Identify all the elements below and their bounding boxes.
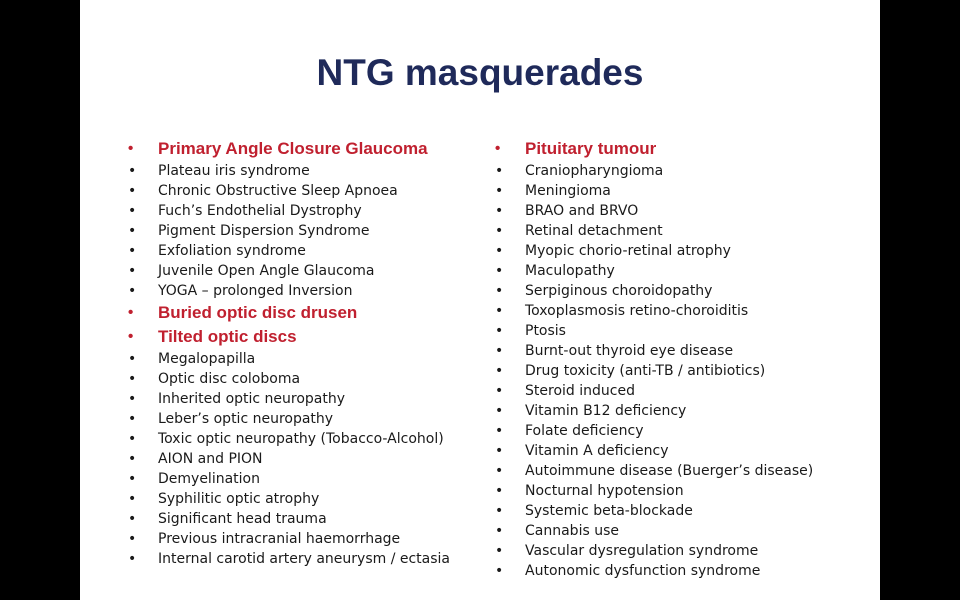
list-item [494, 481, 874, 501]
list-item [127, 241, 487, 261]
list-item-text: Burnt-out thyroid eye disease [525, 343, 734, 359]
list-item [127, 409, 487, 429]
bullet-icon: • [495, 463, 504, 479]
list-item [127, 489, 487, 509]
bullet-icon: • [128, 551, 137, 567]
list-item [127, 549, 487, 569]
list-item [494, 541, 874, 561]
list-item [127, 509, 487, 529]
bullet-icon: • [128, 304, 134, 321]
list-item-text: Cannabis use [525, 523, 619, 539]
list-item-text: YOGA – prolonged Inversion [158, 283, 353, 299]
list-item [494, 281, 874, 301]
bullet-icon: • [128, 283, 137, 299]
bullet-icon: • [495, 503, 504, 519]
bullet-icon: • [495, 423, 504, 439]
section-heading-text: Pituitary tumour [525, 139, 657, 158]
list-item [494, 161, 874, 181]
list-item-text: Optic disc coloboma [158, 371, 301, 387]
list-item-text: Nocturnal hypotension [525, 483, 684, 499]
bullet-icon: • [495, 203, 504, 219]
list-item [494, 421, 874, 441]
list-item [494, 241, 874, 261]
list-item-text: Inherited optic neuropathy [158, 391, 346, 407]
list-item-text: Maculopathy [525, 263, 615, 279]
bullet-icon: • [128, 263, 137, 279]
list-item [127, 261, 487, 281]
bullet-icon: • [128, 223, 137, 239]
list-item [494, 441, 874, 461]
section-heading-text: Primary Angle Closure Glaucoma [158, 139, 428, 158]
list-item-text: Retinal detachment [525, 223, 663, 239]
bullet-icon: • [495, 363, 504, 379]
list-item [127, 221, 487, 241]
list-item [127, 181, 487, 201]
section-heading [127, 137, 487, 161]
list-item-text: Vascular dysregulation syndrome [525, 543, 759, 559]
list-item [127, 429, 487, 449]
bullet-icon: • [128, 531, 137, 547]
bullet-icon: • [495, 563, 504, 579]
bullet-icon: • [495, 263, 504, 279]
bullet-icon: • [128, 491, 137, 507]
list-item [127, 201, 487, 221]
list-item [494, 181, 874, 201]
list-item-text: Chronic Obstructive Sleep Apnoea [158, 183, 398, 199]
bullet-icon: • [128, 391, 137, 407]
list-item-text: Plateau iris syndrome [158, 163, 310, 179]
bullet-icon: • [128, 163, 137, 179]
list-item-text: Toxic optic neuropathy (Tobacco-Alcohol) [158, 431, 444, 447]
list-item-text: Pigment Dispersion Syndrome [158, 223, 370, 239]
bullet-icon: • [495, 343, 504, 359]
list-item [127, 349, 487, 369]
bullet-icon: • [128, 183, 137, 199]
list-item [494, 321, 874, 341]
list-item-text: Fuch’s Endothelial Dystrophy [158, 203, 362, 219]
list-item-text: Previous intracranial haemorrhage [158, 531, 401, 547]
bullet-icon: • [128, 471, 137, 487]
list-item [127, 529, 487, 549]
bullet-icon: • [495, 243, 504, 259]
bullet-icon: • [128, 411, 137, 427]
list-item-text: Autonomic dysfunction syndrome [525, 563, 761, 579]
list-item [494, 361, 874, 381]
list-item-text: Folate deficiency [525, 423, 644, 439]
slide [80, 0, 880, 600]
right-bullet-list [494, 137, 874, 581]
bullet-icon: • [128, 140, 134, 157]
bullet-icon: • [495, 140, 501, 157]
list-item-text: Meningioma [525, 183, 611, 199]
section-heading-text: Buried optic disc drusen [158, 303, 358, 322]
list-item [494, 401, 874, 421]
bullet-icon: • [495, 303, 504, 319]
list-item-text: Toxoplasmosis retino-choroiditis [525, 303, 749, 319]
bullet-icon: • [495, 383, 504, 399]
bullet-icon: • [128, 371, 137, 387]
list-item-text: Syphilitic optic atrophy [158, 491, 320, 507]
list-item [494, 381, 874, 401]
bullet-icon: • [128, 451, 137, 467]
list-item-text: Internal carotid artery aneurysm / ectasia [158, 551, 451, 567]
list-item-text: Significant head trauma [158, 511, 327, 527]
list-item-text: Megalopapilla [158, 351, 256, 367]
list-item [127, 449, 487, 469]
list-item [494, 301, 874, 321]
list-item [494, 461, 874, 481]
list-item [494, 561, 874, 581]
bullet-icon: • [128, 351, 137, 367]
list-item-text: Vitamin B12 deficiency [525, 403, 687, 419]
bullet-icon: • [495, 403, 504, 419]
list-item [127, 469, 487, 489]
list-item-text: Leber’s optic neuropathy [158, 411, 334, 427]
bullet-icon: • [128, 203, 137, 219]
list-item [494, 501, 874, 521]
bullet-icon: • [128, 243, 137, 259]
list-item-text: Vitamin A deficiency [525, 443, 669, 459]
list-item-text: Drug toxicity (anti-TB / antibiotics) [525, 363, 766, 379]
slide-title: NTG masquerades [316, 52, 644, 93]
list-item-text: Systemic beta-blockade [525, 503, 693, 519]
bullet-icon: • [495, 443, 504, 459]
bullet-icon: • [495, 543, 504, 559]
list-item [494, 221, 874, 241]
bullet-icon: • [495, 283, 504, 299]
list-item-text: Autoimmune disease (Buerger’s disease) [525, 463, 814, 479]
list-item [494, 201, 874, 221]
list-item-text: Juvenile Open Angle Glaucoma [158, 263, 375, 279]
list-item-text: Steroid induced [525, 383, 635, 399]
section-heading [127, 325, 487, 349]
bullet-icon: • [128, 511, 137, 527]
list-item [494, 521, 874, 541]
bullet-icon: • [495, 323, 504, 339]
bullet-icon: • [128, 431, 137, 447]
bullet-icon: • [495, 163, 504, 179]
bullet-icon: • [495, 183, 504, 199]
list-item-text: Craniopharyngioma [525, 163, 664, 179]
list-item-text: Exfoliation syndrome [158, 243, 306, 259]
section-heading-text: Tilted optic discs [158, 327, 297, 346]
list-item-text: AION and PION [158, 451, 263, 467]
left-bullet-list [127, 137, 487, 569]
section-heading [494, 137, 874, 161]
list-item [127, 161, 487, 181]
list-item [127, 281, 487, 301]
bullet-icon: • [495, 523, 504, 539]
list-item-text: BRAO and BRVO [525, 203, 639, 219]
list-item-text: Demyelination [158, 471, 260, 487]
list-item-text: Serpiginous choroidopathy [525, 283, 713, 299]
bullet-icon: • [495, 223, 504, 239]
list-item [127, 369, 487, 389]
list-item [494, 261, 874, 281]
list-item [494, 341, 874, 361]
section-heading [127, 301, 487, 325]
list-item [127, 389, 487, 409]
list-item-text: Myopic chorio-retinal atrophy [525, 243, 731, 259]
bullet-icon: • [495, 483, 504, 499]
list-item-text: Ptosis [525, 323, 566, 339]
bullet-icon: • [128, 328, 134, 345]
